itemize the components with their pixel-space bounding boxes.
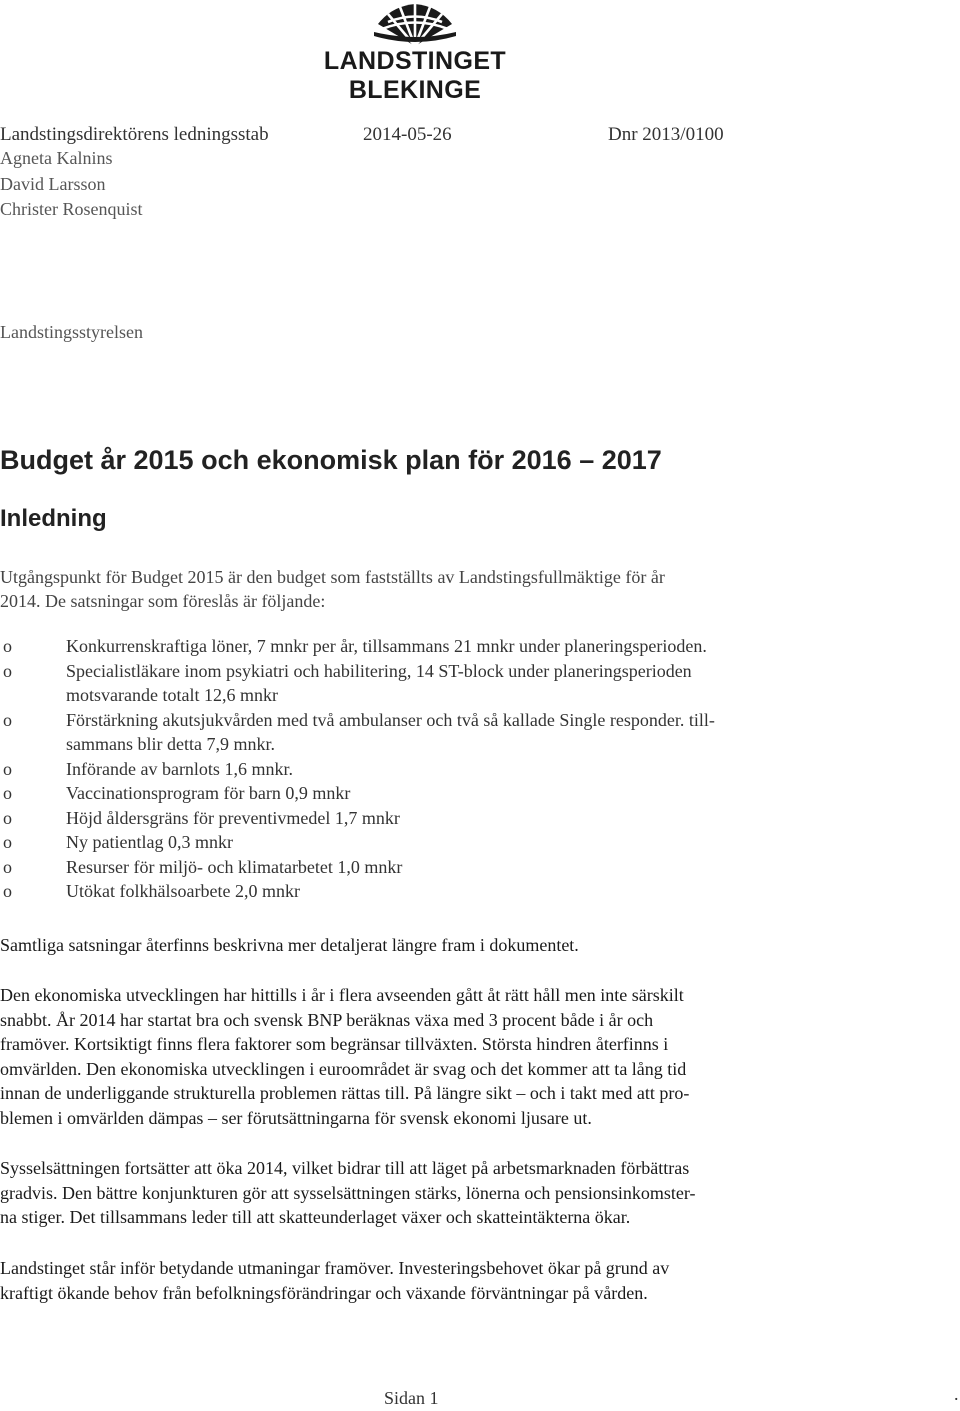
author-name: Christer Rosenquist bbox=[0, 199, 143, 219]
intro-line: Utgångspunkt för Budget 2015 är den budget som fastställts av Landstingsfullmäktige för år bbox=[0, 567, 665, 587]
list-item: o Konkurrenskraftiga löner, 7 mnkr per år, tillsammans 21 mnkr under planeringsperioden. bbox=[0, 634, 830, 659]
bullet-marker: o bbox=[3, 758, 12, 779]
list-item: o Ny patientlag 0,3 mnkr bbox=[0, 830, 830, 855]
landstinget-blekinge-crown-emblem-icon bbox=[370, 2, 460, 48]
paragraph: Den ekonomiska utvecklingen har hittills i år i flera avseenden gått åt rätt håll men inte särskilt snabbt. År 2014 har startat bra och svensk BNP beräknas växa med 3 procent både i år och framöver. Kortsiktigt finns flera faktorer som begränsar tillväxten. Största hindren återfinns i omvärlden. Den ekonomiska utvecklingen i euroområdet är svag och det kommer att ta lång tid innan de underliggande strukturella problemen rättas till. På längre sikt – och i takt med att pro- blemen i omvärlden dämpas – ser förutsättningarna för svensk ekonomi ljusare ut. bbox=[0, 985, 690, 1128]
paragraph: Samtliga satsningar återfinns beskrivna mer detaljerat längre fram i dokumentet. bbox=[0, 935, 579, 955]
bullet-marker: o bbox=[3, 856, 12, 877]
document-date: 2014-05-26 bbox=[363, 124, 452, 145]
list-item: o Vaccinationsprogram för barn 0,9 mnkr bbox=[0, 781, 830, 806]
bullet-marker: o bbox=[3, 807, 12, 828]
document-title: Budget år 2015 och ekonomisk plan för 2016 – 2017 bbox=[0, 445, 662, 475]
document-reference: Dnr 2013/0100 bbox=[608, 124, 724, 145]
recipient: Landstingsstyrelsen bbox=[0, 322, 143, 342]
organization-logo-text: LANDSTINGET BLEKINGE bbox=[323, 47, 507, 104]
intro-paragraph bbox=[0, 565, 800, 613]
author-name: David Larsson bbox=[0, 174, 106, 194]
investment-list bbox=[0, 634, 830, 904]
bullet-marker: o bbox=[3, 636, 12, 656]
list-item: o Förstärkning akutsjukvården med två ambulanser och två så kallade Single responder. till- sammans blir detta 7,9 mnkr. bbox=[3, 709, 715, 754]
list-item: o Specialistläkare inom psykiatri och habilitering, 14 ST-block under planeringsperioden motsvarande totalt 12,6 mnkr bbox=[3, 660, 692, 705]
footer-mark: . bbox=[954, 1384, 959, 1404]
list-item: o Höjd åldersgräns för preventivmedel 1,7 mnkr bbox=[0, 806, 830, 831]
bullet-marker: o bbox=[3, 783, 12, 803]
paragraph: Landstinget står inför betydande utmaningar framöver. Investeringsbehovet ökar på grund av kraftigt ökande behov från befolkningsförändringar och växande förväntningar på vården. bbox=[0, 1258, 670, 1303]
list-item: o Utökat folkhälsoarbete 2,0 mnkr bbox=[0, 879, 830, 904]
bullet-marker: o bbox=[3, 660, 12, 681]
bullet-marker: o bbox=[3, 709, 12, 730]
bullet-marker: o bbox=[3, 881, 12, 901]
section-heading: Inledning bbox=[0, 505, 107, 532]
list-item: o Resurser för miljö- och klimatarbetet 1,0 mnkr bbox=[0, 855, 830, 880]
author-name: Agneta Kalnins bbox=[0, 148, 113, 168]
list-item: o Införande av barnlots 1,6 mnkr. bbox=[0, 757, 830, 782]
department-name: Landstingsdirektörens ledningsstab bbox=[0, 124, 269, 145]
page-number: Sidan 1 bbox=[384, 1388, 439, 1408]
bullet-marker: o bbox=[3, 832, 12, 852]
paragraph: Sysselsättningen fortsätter att öka 2014, vilket bidrar till att läget på arbetsmarknaden förbättras gradvis. Den bättre konjunkturen gör att sysselsättningen stärks, lönerna och pensionsinkomster- na stiger. Det tillsammans leder till att skatteunderlaget växer och skatteintäkterna ökar. bbox=[0, 1158, 696, 1227]
intro-line: 2014. De satsningar som föreslås är följande: bbox=[0, 591, 326, 611]
